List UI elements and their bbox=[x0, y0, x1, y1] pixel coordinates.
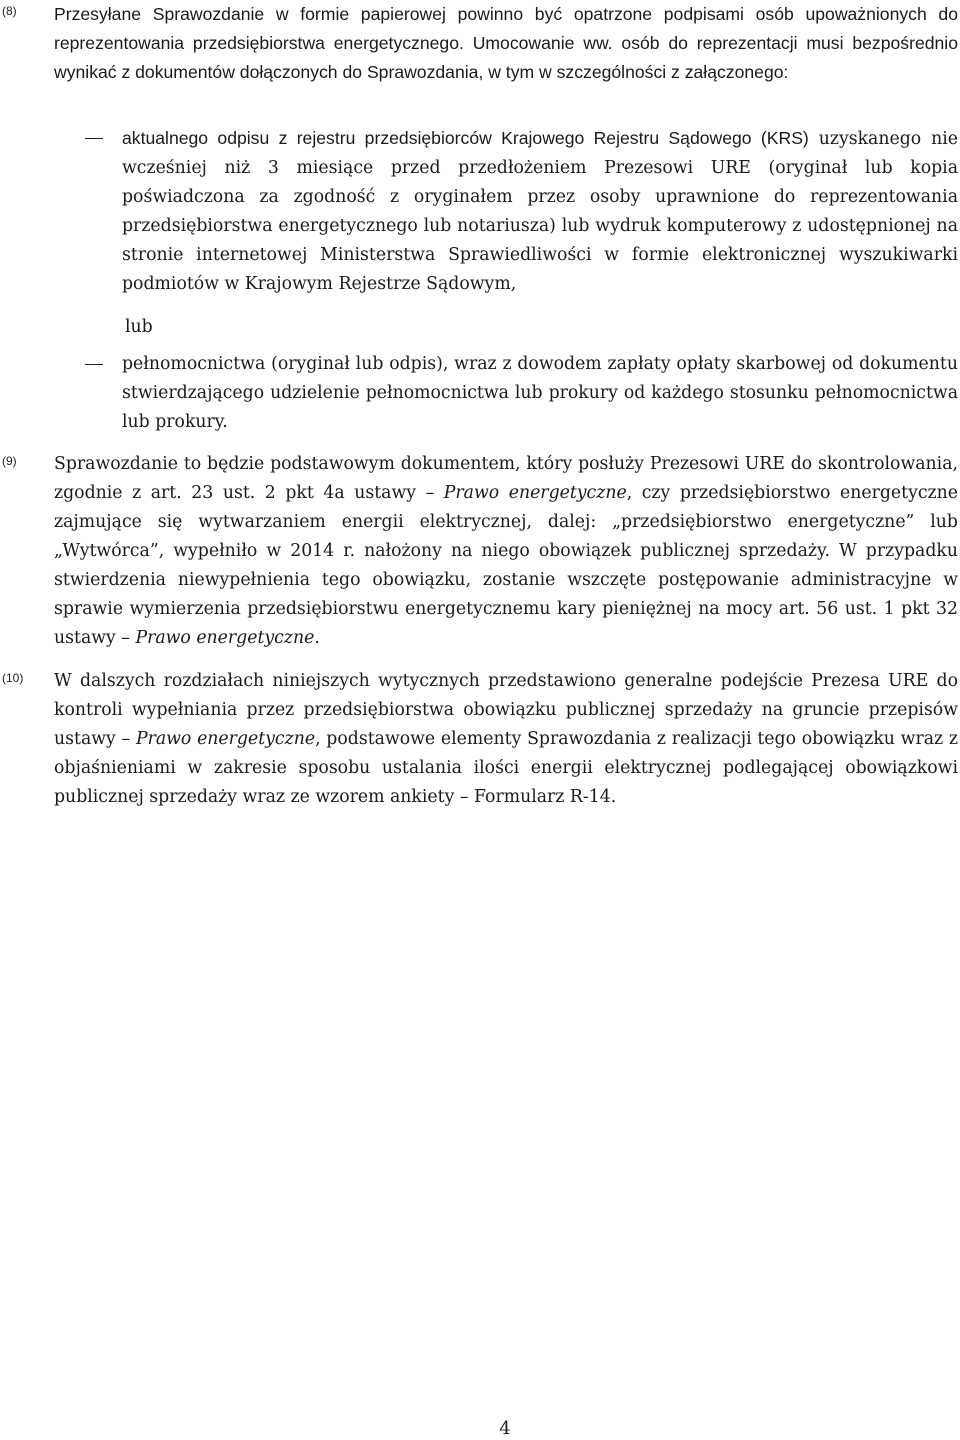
paragraph-number: (9) bbox=[2, 454, 17, 468]
list-item-lead: aktualnego odpisu z rejestru przedsiębiorców Krajowego Rejestru Sądowego (KRS) bbox=[122, 128, 809, 148]
text-part: Sprawozdanie to będzie podstawowym dokumentem, który posłuży Prezesowi URE do skontrolowania, zgodnie z art. 23 ust. 2 pkt 4a ustawy – bbox=[54, 454, 958, 503]
paragraph-10 bbox=[0, 667, 958, 812]
connector-lub: lub bbox=[125, 317, 153, 337]
text-part: , czy przedsiębiorstwo energetyczne zajmujące się wytwarzaniem energii elektrycznej, dalej: „przedsiębiorstwo energetyczne” lub „Wytwórca”, wypełniło w 2014 r. nałożony na niego obowiązek publicznej sprzedaży. W przypadku stwierdzenia niewypełnienia tego obowiązku, zostanie wszczęte postępowanie administracyjne w sprawie wymierzenia przedsiębiorstwu energetycznemu kary pieniężnej na mocy art. 56 ust. 1 pkt 32 ustawy – bbox=[54, 483, 958, 648]
paragraph-text bbox=[54, 667, 958, 812]
paragraph-text bbox=[54, 450, 958, 653]
list-item-krs bbox=[54, 124, 958, 299]
dash-bullet bbox=[85, 138, 103, 139]
text-part: . bbox=[314, 628, 320, 648]
paragraph-number: (8) bbox=[2, 4, 17, 18]
paragraph-8 bbox=[0, 0, 958, 87]
law-title: Prawo energetyczne bbox=[443, 483, 627, 503]
list-item-body: uzyskanego nie wcześniej niż 3 miesiące przed przedłożeniem Prezesowi URE (oryginał lub kopia poświadczona za zgodność z oryginałem przez osoby uprawnione do reprezentowania przedsiębiorstwa energetycznego lub notariusza) lub wydruk komputerowy z udostępnionej na stronie internetowej Ministerstwa Sprawiedliwości w formie elektronicznej wyszukiwarki podmiotów w Krajowym Rejestrze Sądowym, bbox=[122, 129, 958, 294]
law-title: Prawo energetyczne bbox=[135, 729, 316, 749]
page-number: 4 bbox=[499, 1418, 511, 1439]
dash-bullet bbox=[85, 364, 103, 365]
text-part: , podstawowe elementy Sprawozdania z realizacji tego obowiązku wraz z objaśnieniami w zakresie sposobu ustalania ilości energii elektrycznej podlegającej obowiązkowi publicznej sprzedaży wraz ze wzorem ankiety – Formularz R-14. bbox=[54, 729, 958, 807]
paragraph-number: (10) bbox=[2, 671, 24, 685]
law-title: Prawo energetyczne bbox=[135, 628, 315, 648]
paragraph-9 bbox=[0, 450, 958, 653]
list-item-text bbox=[122, 124, 958, 299]
list-item-text: pełnomocnictwa (oryginał lub odpis), wraz z dowodem zapłaty opłaty skarbowej od dokumentu stwierdzającego udzielenie pełnomocnictwa lub prokury od każdego stosunku pełnomocnictwa lub prokury. bbox=[122, 354, 958, 432]
list-item-pelnomocnictwo bbox=[54, 350, 958, 437]
paragraph-text: Przesyłane Sprawozdanie w formie papierowej powinno być opatrzone podpisami osób upoważnionych do reprezentowania przedsiębiorstwa energetycznego. Umocowanie ww. osób do reprezentacji musi bezpośrednio wynikać z dokumentów dołączonych do Sprawozdania, w tym w szczególności z załączonego: bbox=[54, 4, 958, 82]
text-part: W dalszych rozdziałach niniejszych wytycznych przedstawiono generalne podejście Prezesa URE do kontroli wypełniania przez przedsiębiorstwa obowiązku publicznej sprzedaży na gruncie przepisów ustawy – bbox=[54, 671, 958, 749]
